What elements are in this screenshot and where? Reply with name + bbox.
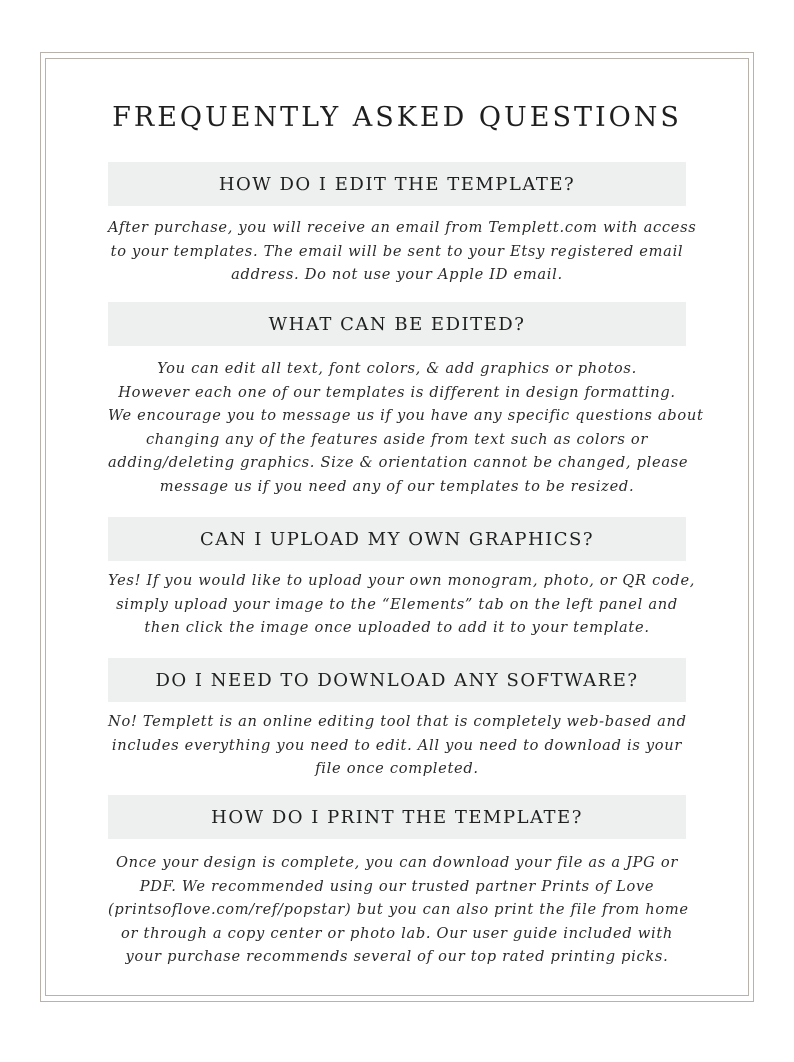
answer-line: However each one of our templates is different in design formatting. xyxy=(118,383,676,401)
answer-line: (printsoflove.com/ref/popstar) but you can also print the file from home xyxy=(108,901,689,918)
answer-line: then click the image once uploaded to add it to your template. xyxy=(144,619,650,636)
answer-line: includes everything you need to edit. All you need to download is your xyxy=(111,736,683,754)
answer-line: We encourage you to message us if you have any specific questions about xyxy=(108,407,704,424)
page-title: FREQUENTLY ASKED QUESTIONS xyxy=(112,102,682,133)
answer-text xyxy=(108,569,696,640)
question-heading: HOW DO I PRINT THE TEMPLATE? xyxy=(108,795,686,839)
answer-line: to your templates. The email will be sent to your Etsy registered email xyxy=(110,242,684,260)
answer-line: changing any of the features aside from text such as colors or xyxy=(145,430,649,448)
answer-line: file once completed. xyxy=(315,760,479,777)
answer-line: address. Do not use your Apple ID email. xyxy=(231,266,563,283)
answer-line: adding/deleting graphics. Size & orientation cannot be changed, please xyxy=(108,454,689,471)
answer-line: message us if you need any of our templates to be resized. xyxy=(159,477,635,495)
question-heading: WHAT CAN BE EDITED? xyxy=(108,302,686,346)
answer-line: PDF. We recommended using our trusted partner Prints of Love xyxy=(139,877,655,895)
answer-line: Once your design is complete, you can download your file as a JPG or xyxy=(115,854,679,871)
question-heading: DO I NEED TO DOWNLOAD ANY SOFTWARE? xyxy=(108,658,686,702)
answer-text xyxy=(108,357,704,498)
question-heading: HOW DO I EDIT THE TEMPLATE? xyxy=(108,162,686,206)
question-heading: CAN I UPLOAD MY OWN GRAPHICS? xyxy=(108,517,686,561)
answer-line: simply upload your image to the “Elements” tab on the left panel and xyxy=(116,595,678,613)
answer-line: or through a copy center or photo lab. Our user guide included with xyxy=(121,924,673,942)
answer-text xyxy=(108,851,689,969)
answer-line: Yes! If you would like to upload your own monogram, photo, or QR code, xyxy=(108,572,696,589)
answer-line: your purchase recommends several of our top rated printing picks. xyxy=(125,948,669,965)
answer-line: You can edit all text, font colors, & add graphics or photos. xyxy=(157,360,637,377)
answer-text xyxy=(108,216,697,287)
answer-text xyxy=(108,710,686,781)
answer-line: After purchase, you will receive an email from Templett.com with access xyxy=(108,219,697,236)
answer-line: No! Templett is an online editing tool that is completely web-based and xyxy=(108,713,687,730)
